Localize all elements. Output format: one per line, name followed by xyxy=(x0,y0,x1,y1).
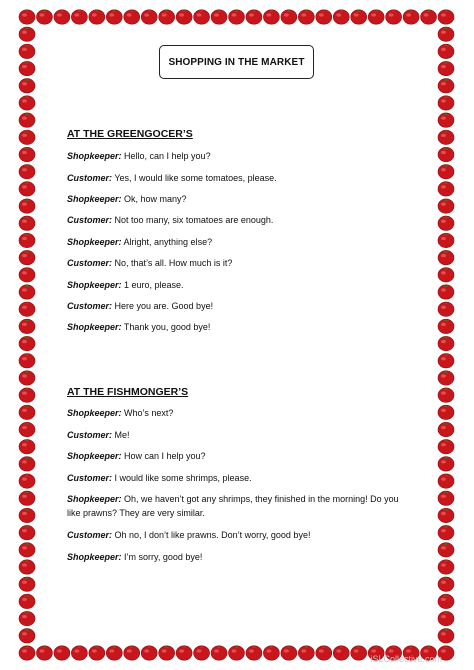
tomato-icon xyxy=(19,507,35,522)
tomato-icon xyxy=(438,129,454,144)
tomato-icon xyxy=(211,9,227,24)
tomato-icon xyxy=(19,147,35,162)
tomato-icon xyxy=(19,336,35,351)
tomato-icon xyxy=(281,9,297,24)
tomato-icon xyxy=(438,26,454,41)
dialogue-line: Shopkeeper: How can I help you? xyxy=(67,451,206,461)
tomato-icon xyxy=(54,9,70,24)
tomato-icon xyxy=(263,9,279,24)
tomato-icon xyxy=(438,422,454,437)
tomato-icon xyxy=(438,404,454,419)
tomato-icon xyxy=(351,645,367,660)
tomato-icon xyxy=(438,198,454,213)
tomato-icon xyxy=(19,559,35,574)
tomato-icon xyxy=(298,9,314,24)
tomato-icon xyxy=(19,78,35,93)
tomato-icon xyxy=(19,181,35,196)
tomato-icon xyxy=(438,301,454,316)
tomato-icon xyxy=(438,559,454,574)
tomato-icon xyxy=(333,9,349,24)
tomato-icon xyxy=(229,9,245,24)
tomato-icon xyxy=(438,318,454,333)
tomato-icon xyxy=(421,9,437,24)
tomato-icon xyxy=(141,645,157,660)
tomato-icon xyxy=(386,9,402,24)
tomato-icon xyxy=(438,576,454,591)
tomato-icon xyxy=(19,267,35,282)
tomato-icon xyxy=(36,645,52,660)
tomato-icon xyxy=(403,9,419,24)
tomato-icon xyxy=(19,250,35,265)
worksheet-title xyxy=(159,45,314,79)
tomato-icon xyxy=(19,387,35,402)
tomato-icon xyxy=(19,61,35,76)
tomato-icon xyxy=(438,370,454,385)
tomato-icon xyxy=(351,9,367,24)
tomato-icon xyxy=(438,284,454,299)
tomato-icon xyxy=(19,611,35,626)
tomato-icon xyxy=(438,43,454,58)
tomato-icon xyxy=(438,593,454,608)
tomato-icon xyxy=(19,525,35,540)
dialogue-line: Customer: Not too many, six tomatoes are enough. xyxy=(67,215,274,225)
tomato-icon xyxy=(176,9,192,24)
dialogue-line: Shopkeeper: Hello, can I help you? xyxy=(67,151,211,161)
tomato-icon xyxy=(246,645,262,660)
dialogue-line: Shopkeeper: 1 euro, please. xyxy=(67,280,184,290)
section-heading-fishmonger: AT THE FISHMONGER’S xyxy=(67,386,189,398)
tomato-icon xyxy=(89,645,105,660)
tomato-icon xyxy=(19,422,35,437)
dialogue-line: Customer: Yes, I would like some tomatoes, please. xyxy=(67,173,277,183)
tomato-icon xyxy=(281,645,297,660)
tomato-icon xyxy=(19,301,35,316)
tomato-icon xyxy=(211,645,227,660)
tomato-icon xyxy=(194,645,210,660)
tomato-icon xyxy=(438,232,454,247)
tomato-icon xyxy=(106,9,122,24)
tomato-icon xyxy=(263,645,279,660)
watermark: iSLCollective.com xyxy=(370,654,442,664)
tomato-icon xyxy=(19,439,35,454)
tomato-icon xyxy=(159,9,175,24)
tomato-icon xyxy=(19,9,35,24)
tomato-icon xyxy=(141,9,157,24)
dialogue-line: Shopkeeper: Oh, we haven’t got any shrimps, they finished in the morning! Do you like prawns? They are very similar. xyxy=(67,494,399,518)
tomato-icon xyxy=(124,645,140,660)
tomato-icon xyxy=(19,370,35,385)
tomato-icon xyxy=(19,129,35,144)
tomato-icon xyxy=(19,490,35,505)
tomato-icon xyxy=(438,147,454,162)
tomato-icon xyxy=(124,9,140,24)
tomato-icon xyxy=(19,593,35,608)
dialogue-line: Customer: Here you are. Good bye! xyxy=(67,301,214,311)
dialogue-line: Customer: Me! xyxy=(67,430,130,440)
dialogue-line: Shopkeeper: Who’s next? xyxy=(67,408,174,418)
tomato-icon xyxy=(368,9,384,24)
dialogue-line: Shopkeeper: Thank you, good bye! xyxy=(67,322,211,332)
tomato-icon xyxy=(298,645,314,660)
tomato-icon xyxy=(71,645,87,660)
tomato-icon xyxy=(19,112,35,127)
tomato-icon xyxy=(19,645,35,660)
dialogue-line: Shopkeeper: I’m sorry, good bye! xyxy=(67,552,203,562)
dialogue-line: Customer: No, that’s all. How much is it? xyxy=(67,258,233,268)
tomato-icon xyxy=(176,645,192,660)
tomato-icon xyxy=(19,95,35,110)
tomato-icon xyxy=(19,284,35,299)
tomato-icon xyxy=(229,645,245,660)
tomato-icon xyxy=(316,645,332,660)
tomato-icon xyxy=(19,26,35,41)
tomato-icon xyxy=(333,645,349,660)
tomato-icon xyxy=(438,112,454,127)
tomato-icon xyxy=(19,542,35,557)
tomato-icon xyxy=(246,9,262,24)
tomato-icon xyxy=(438,78,454,93)
tomato-icon xyxy=(438,387,454,402)
tomato-icon xyxy=(438,473,454,488)
tomato-icon xyxy=(71,9,87,24)
tomato-icon xyxy=(54,645,70,660)
tomato-icon xyxy=(438,456,454,471)
tomato-icon xyxy=(438,336,454,351)
tomato-icon xyxy=(438,628,454,643)
tomato-icon xyxy=(438,164,454,179)
tomato-icon xyxy=(19,353,35,368)
tomato-icon xyxy=(19,215,35,230)
tomato-icon xyxy=(438,61,454,76)
tomato-icon xyxy=(438,181,454,196)
tomato-icon xyxy=(438,267,454,282)
tomato-icon xyxy=(106,645,122,660)
tomato-icon xyxy=(89,9,105,24)
tomato-icon xyxy=(19,198,35,213)
tomato-icon xyxy=(438,490,454,505)
tomato-icon xyxy=(19,473,35,488)
tomato-icon xyxy=(438,95,454,110)
worksheet-title-text: SHOPPING IN THE MARKET xyxy=(168,56,305,68)
tomato-icon xyxy=(19,164,35,179)
tomato-icon xyxy=(194,9,210,24)
dialogue-line: Customer: I would like some shrimps, please. xyxy=(67,473,252,483)
tomato-icon xyxy=(438,525,454,540)
tomato-icon xyxy=(438,9,454,24)
tomato-icon xyxy=(438,439,454,454)
tomato-icon xyxy=(438,353,454,368)
tomato-icon xyxy=(19,232,35,247)
dialogue-line: Shopkeeper: Ok, how many? xyxy=(67,194,187,204)
tomato-icon xyxy=(438,611,454,626)
tomato-icon xyxy=(36,9,52,24)
tomato-icon xyxy=(19,404,35,419)
tomato-icon xyxy=(438,507,454,522)
tomato-icon xyxy=(19,43,35,58)
tomato-icon xyxy=(19,318,35,333)
tomato-icon xyxy=(19,628,35,643)
tomato-icon xyxy=(159,645,175,660)
dialogue-line: Customer: Oh no, I don’t like prawns. Don’t worry, good bye! xyxy=(67,530,311,540)
tomato-icon xyxy=(316,9,332,24)
tomato-icon xyxy=(438,215,454,230)
tomato-icon xyxy=(19,456,35,471)
tomato-icon xyxy=(438,250,454,265)
section-heading-greengrocer: AT THE GREENGOCER’S xyxy=(67,128,193,140)
tomato-icon xyxy=(438,542,454,557)
dialogue-line: Shopkeeper: Alright, anything else? xyxy=(67,237,213,247)
tomato-icon xyxy=(19,576,35,591)
